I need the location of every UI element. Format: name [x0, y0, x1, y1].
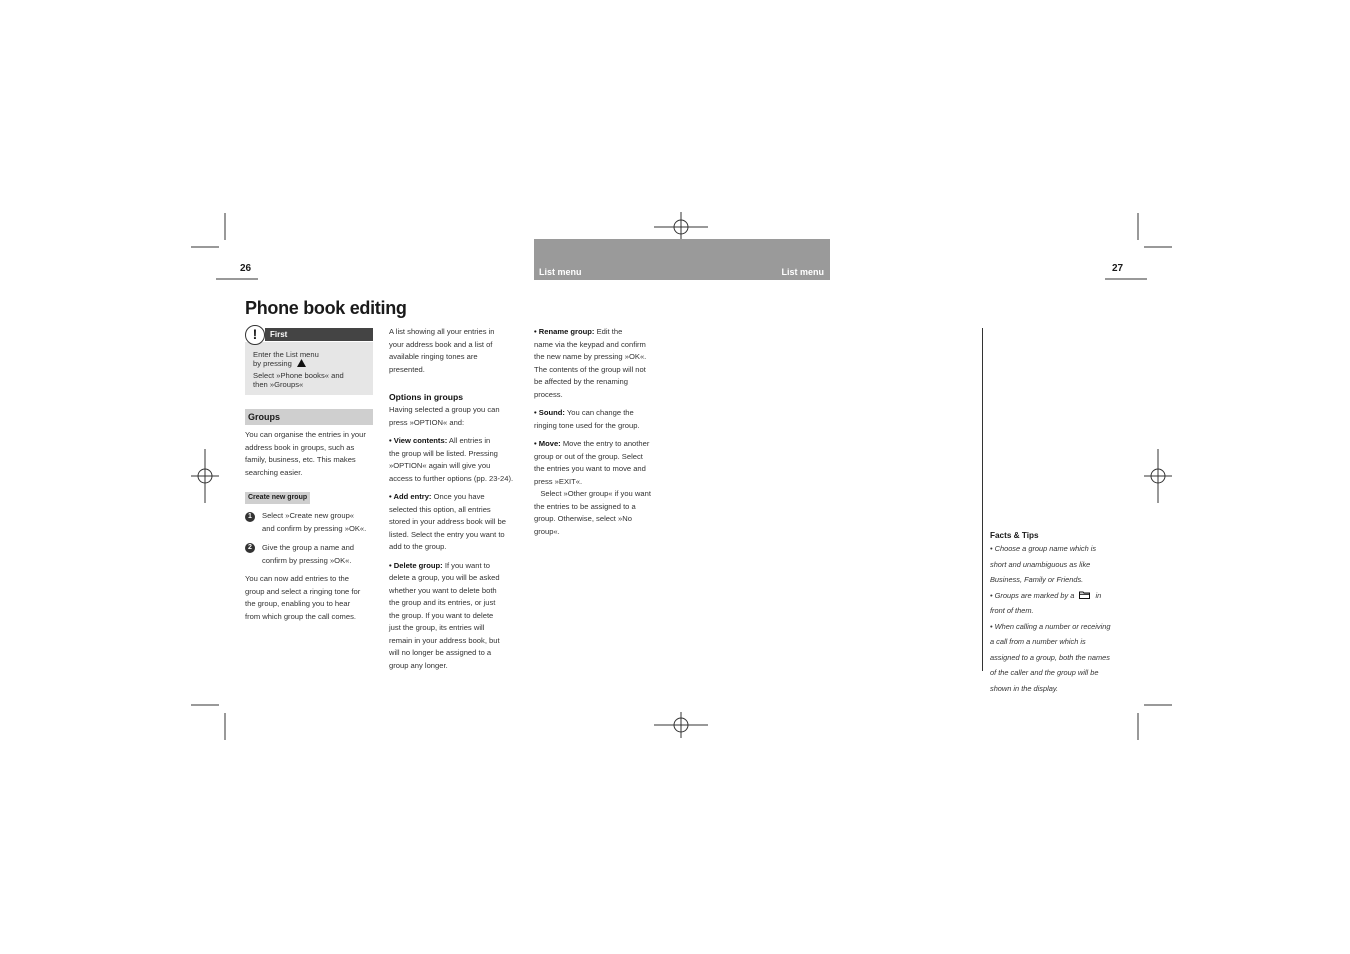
arrow-up-icon	[297, 359, 306, 367]
first-line-4: then »Groups«	[253, 380, 304, 389]
groups-outro: You can now add entries to the group and select a ringing tone for the group, enabling you to hear from which group the call comes.	[245, 574, 361, 621]
section-header-bar	[534, 239, 830, 280]
facts-tips-heading: Facts & Tips	[990, 531, 1039, 540]
option-rename-group: • Rename group: Edit the name via the keypad and confirm the new name by pressing »OK«. The contents of the group will not be affected by the renaming process.	[534, 327, 647, 399]
groups-intro: You can organise the entries in your address book in groups, such as family, business, etc. This makes searching easier.	[245, 430, 366, 477]
col2-intro: A list showing all your entries in your address book and a list of available ringing tones are presented.	[389, 327, 495, 374]
tip-2: • Groups are marked by a in front of them.	[990, 590, 1102, 615]
first-box	[245, 342, 373, 395]
exclamation-icon: !	[245, 325, 265, 345]
header-left-label: List menu	[539, 267, 582, 277]
option-delete-group: • Delete group: If you want to delete a group, you will be asked whether you want to delete both the group and its entries, or just the group. If you want to delete just the group, its entries will remain in your address book, but will no longer be assigned to a group any longer.	[389, 560, 500, 670]
option-move: • Move: Move the entry to another group or out of the group. Select the entries you want to move and press »EXIT«. Select »Other group« if you want the entries to be assigned to a group. Otherwise, select »No group«.	[534, 439, 651, 536]
first-label-bar: First	[265, 328, 373, 341]
step-2-text: Give the group a name and confirm by pressing »OK«.	[262, 543, 355, 565]
facts-tips-text	[990, 543, 1130, 698]
options-heading: Options in groups	[389, 392, 463, 402]
page-title: Phone book editing	[245, 298, 407, 318]
tip-1: • Choose a group name which is short and unambiguous as like Business, Family or Friends.	[990, 544, 1097, 584]
options-intro: Having selected a group you can press »OPTION« and:	[389, 405, 500, 427]
step-2-icon: 2	[245, 543, 255, 553]
page-number-left: 26	[240, 263, 252, 274]
facts-divider	[982, 328, 983, 671]
first-line-3: Select »Phone books« and	[253, 371, 344, 380]
col2-options	[389, 404, 524, 678]
col3-options	[534, 326, 669, 544]
first-line-1: Enter the List menu	[253, 350, 319, 359]
header-right-label: List menu	[781, 267, 824, 277]
step-1-icon: 1	[245, 512, 255, 522]
groups-heading: Groups	[245, 409, 373, 425]
first-line-2: by pressing	[253, 359, 306, 369]
folder-icon	[1079, 591, 1090, 599]
page-number-right: 27	[1112, 263, 1124, 274]
option-view-contents: • View contents: All entries in the group will be listed. Pressing »OPTION« again will give you access to further options (pp. 23-24).	[389, 436, 514, 483]
create-new-group-label: Create new group	[245, 492, 310, 504]
step-1-text: Select »Create new group« and confirm by pressing »OK«.	[262, 511, 367, 533]
option-add-entry: • Add entry: Once you have selected this option, all entries stored in your address book will be listed. Select the entry you want to add to the group.	[389, 492, 506, 551]
tip-3: • When calling a number or receiving a call from a number which is assigned to a group, both the names of the caller and the group will be shown in the display.	[990, 621, 1111, 693]
option-sound: • Sound: You can change the ringing tone used for the group.	[534, 408, 640, 430]
